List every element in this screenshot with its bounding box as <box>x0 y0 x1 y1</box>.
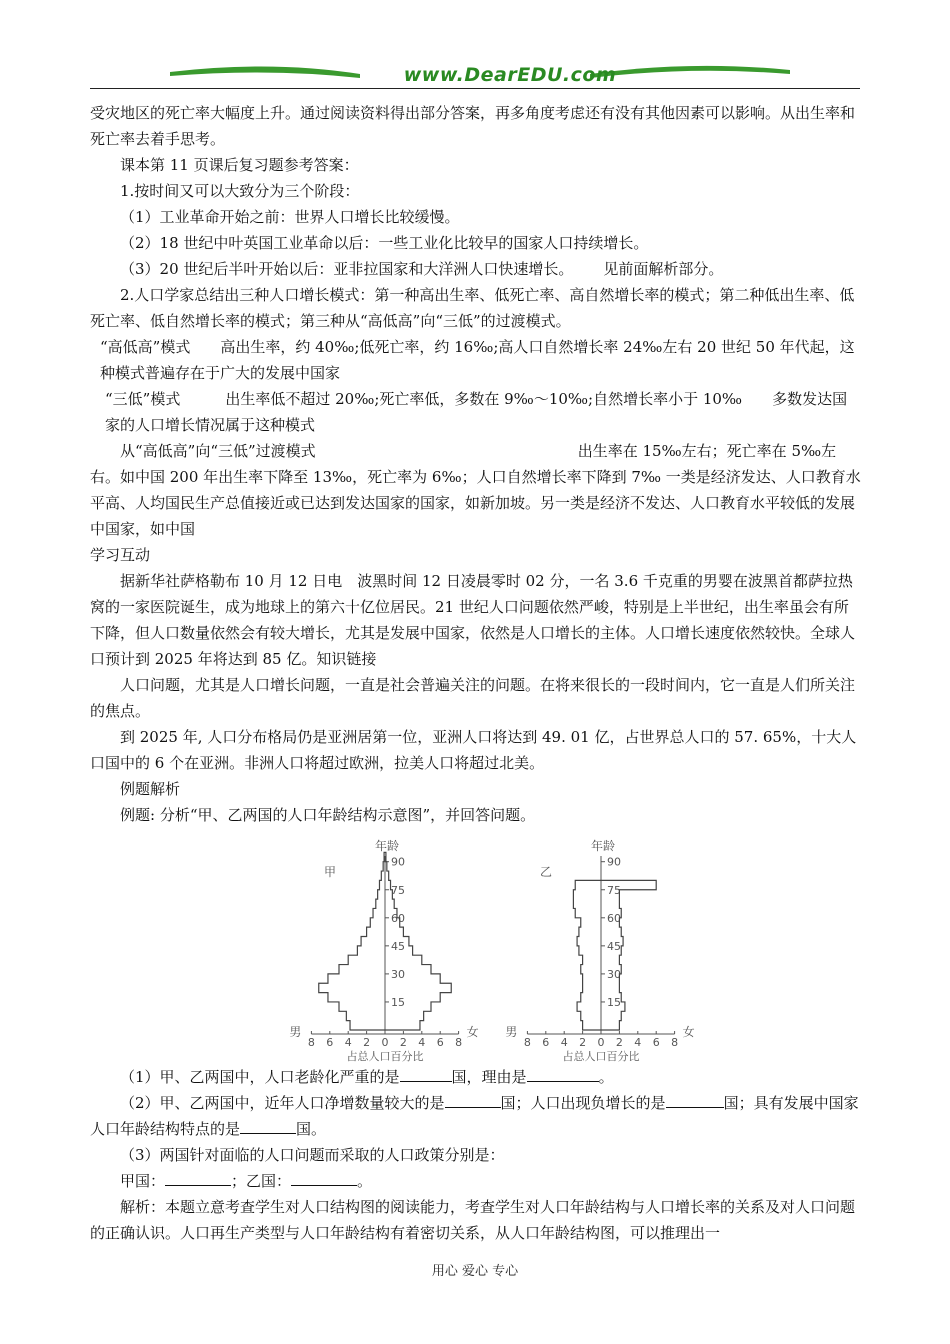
x-tick-label: 6 <box>652 1036 660 1049</box>
paragraph: 课本第 11 页课后复习题参考答案： <box>120 156 359 174</box>
x-tick-label: 4 <box>634 1036 642 1049</box>
question-3: （3）两国针对面临的人口问题而采取的人口政策分别是： <box>120 1146 505 1164</box>
answer-blank[interactable] <box>165 1170 231 1186</box>
female-label: 女 <box>466 1025 479 1039</box>
list-item-text: （3）20 世纪后半叶开始以后：亚非拉国家和大洋洲人口快速增长。 <box>120 260 574 278</box>
x-tick-label: 0 <box>597 1036 605 1049</box>
female-label: 女 <box>682 1025 695 1039</box>
answer-blank[interactable] <box>240 1118 296 1134</box>
question-text: ；乙国： <box>231 1172 292 1190</box>
x-axis-label: 占总人口百分比 <box>562 1050 640 1063</box>
answer-blank[interactable] <box>400 1066 452 1082</box>
question-text: 甲国： <box>120 1172 166 1190</box>
x-tick-label: 8 <box>307 1036 315 1049</box>
male-label: 男 <box>505 1025 518 1039</box>
x-tick-label: 2 <box>363 1036 371 1049</box>
population-charts <box>90 828 862 1064</box>
paragraph: 受灾地区的死亡率大幅度上升。通过阅读资料得出部分答案，再多角度考虑还有没有其他因素可以影响。从出生率和死亡率去着手思考。 <box>90 104 856 148</box>
x-axis-label: 占总人口百分比 <box>346 1050 424 1063</box>
age-tick-label: 60 <box>391 911 405 925</box>
x-tick-label: 6 <box>542 1036 550 1049</box>
paragraph: 例题: 分析“甲、乙两国的人口年龄结构示意图”，并回答问题。 <box>120 806 536 824</box>
answer-blank[interactable] <box>666 1092 724 1108</box>
age-tick-label: 15 <box>607 995 621 1009</box>
list-item-note: 见前面解析部分。 <box>603 260 724 278</box>
question-text: 国；具有发展中国家人口年龄结构特点的是 <box>90 1094 859 1138</box>
question-1 <box>90 1064 862 1090</box>
age-tick-label: 90 <box>391 855 405 869</box>
age-tick-label: 90 <box>607 855 621 869</box>
list-item: （2）18 世纪中叶英国工业革命以后：一些工业化比较早的国家人口持续增长。 <box>120 234 649 252</box>
chart-title: 甲 <box>323 865 337 879</box>
section-heading: 例题解析 <box>120 780 181 798</box>
paragraph: 2.人口学家总结出三种人口增长模式：第一种高出生率、低死亡率、高自然增长率的模式；第二种低出生率、低死亡率、低自然增长率的模式；第三种从“高低高”向“三低”的过渡模式。 <box>90 286 855 330</box>
age-tick-label: 15 <box>391 995 405 1009</box>
question-3-answers <box>90 1168 862 1194</box>
answer-blank[interactable] <box>291 1170 357 1186</box>
list-item: （1）工业革命开始之前：世界人口增长比较缓慢。 <box>120 208 460 226</box>
answer-blank[interactable] <box>527 1066 599 1082</box>
paragraph: 人口问题，尤其是人口增长问题，一直是社会普遍关注的问题。在将来很长的一段时间内，它一直是人们所关注的焦点。 <box>90 676 856 720</box>
question-text: 国；人口出现负增长的是 <box>500 1094 666 1112</box>
header-rule <box>90 88 860 89</box>
x-tick-label: 4 <box>418 1036 426 1049</box>
x-tick-label: 8 <box>523 1036 531 1049</box>
age-tick-label: 30 <box>607 967 621 981</box>
model-description: 出生率在 15‰左右；死亡率在 5‰左右。如中国 200 年出生率下降至 13‰，死亡率为 6‰；人口自然增长率下降到 7‰ 一类是经济发达、人口教育水平高、人均国民生产总值接近或已达到发达国家的国家，如新加坡。另一类是经济不发达、人口教育水平较低的发展中国家，如中国 <box>90 442 861 538</box>
male-label: 男 <box>289 1025 302 1039</box>
question-text: 国，理由是 <box>451 1068 527 1086</box>
y-axis-label: 年龄 <box>590 839 616 853</box>
document-body <box>90 100 862 1246</box>
question-text: 。 <box>357 1172 373 1190</box>
paragraph: 到 2025 年, 人口分布格局仍是亚洲居第一位，亚洲人口将达到 49. 01 亿，占世界总人口的 57. 65%，十大人口国中的 6 个在亚洲。非洲人口将超过欧洲，拉美人口将超过北美。 <box>90 728 857 772</box>
male-age-bars <box>573 880 601 1030</box>
x-tick-label: 0 <box>381 1036 389 1049</box>
paragraph: “高低高”模式 高出生率，约 40‰;低死亡率，约 16‰;高人口自然增长率 24‰左右 20 世纪 50 年代起，这种模式普遍存在于广大的发展中国家 <box>100 338 855 382</box>
y-axis-label: 年龄 <box>374 839 400 853</box>
page-header <box>90 62 860 90</box>
x-tick-label: 4 <box>560 1036 568 1049</box>
question-text: （2）甲、乙两国中，近年人口净增数量较大的是 <box>120 1094 445 1112</box>
list-item <box>90 256 862 282</box>
analysis-paragraph: 解析：本题立意考查学生对人口结构图的阅读能力，考查学生对人口年龄结构与人口增长率的关系及对人口问题的正确认识。人口再生产类型与人口年龄结构有着密切关系，从人口年龄结构图，可以推理出一 <box>90 1198 856 1242</box>
question-text: 。 <box>598 1068 614 1086</box>
age-tick-label: 75 <box>607 883 621 897</box>
paragraph: 据新华社萨格勒布 10 月 12 日电 波黑时间 12 日凌晨零时 02 分，一名 3.6 千克重的男婴在波黑首都萨拉热窝的一家医院诞生，成为地球上的第六十亿位居民。21 世纪人口问题依然严峻，特别是上半世纪，出生率虽会有所下降，但人口数量依然会有较大增长，尤其是发展中国家，依然是人口增长的主体。人口增长速度依然较快。全球人口预计到 2025 年将达到 85 亿。知识链接 <box>90 572 856 668</box>
age-tick-label: 75 <box>391 883 405 897</box>
x-tick-label: 6 <box>436 1036 444 1049</box>
page-footer: 用心 爱心 专心 <box>431 1264 519 1279</box>
question-text: （1）甲、乙两国中，人口老龄化严重的是 <box>120 1068 400 1086</box>
x-tick-label: 8 <box>455 1036 463 1049</box>
site-logo[interactable]: www.DearEDU.com <box>403 64 617 86</box>
x-tick-label: 2 <box>579 1036 587 1049</box>
age-tick-label: 60 <box>607 911 621 925</box>
model-name: 从“高低高”向“三低”过渡模式 <box>120 442 316 460</box>
x-tick-label: 2 <box>399 1036 407 1049</box>
paragraph: “三低”模式 出生率低不超过 20‰;死亡率低，多数在 9‰～10‰;自然增长率小于 10‰ 多数发达国家的人口增长情况属于这种模式 <box>105 390 848 434</box>
x-tick-label: 6 <box>326 1036 334 1049</box>
x-tick-label: 4 <box>344 1036 352 1049</box>
question-text: 国。 <box>296 1120 327 1138</box>
answer-blank[interactable] <box>445 1092 501 1108</box>
paragraph <box>90 438 862 542</box>
x-tick-label: 2 <box>615 1036 623 1049</box>
paragraph: 1.按时间又可以大致分为三个阶段： <box>120 182 360 200</box>
chart-title: 乙 <box>539 865 553 879</box>
section-heading: 学习互动 <box>90 546 151 564</box>
age-tick-label: 45 <box>607 939 621 953</box>
pyramid-svg <box>90 828 862 1064</box>
question-2 <box>90 1090 862 1142</box>
age-tick-label: 30 <box>391 967 405 981</box>
x-tick-label: 8 <box>671 1036 679 1049</box>
age-tick-label: 45 <box>391 939 405 953</box>
